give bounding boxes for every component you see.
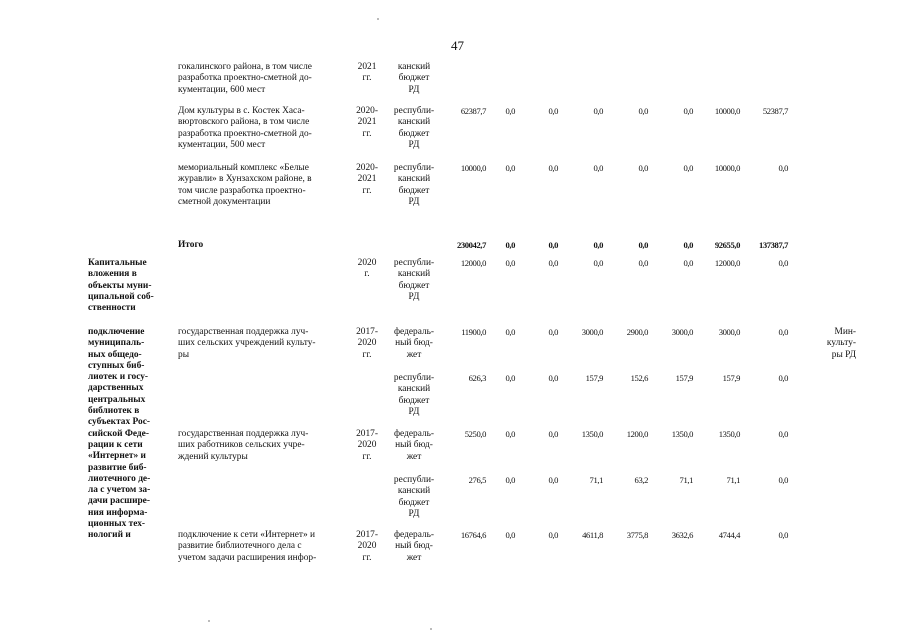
item-name: гокалинского района, в том числе разработка проектно-сметной до- кументации, 600 мест [178, 62, 312, 95]
value-2021: 0,0 [778, 258, 788, 268]
item-source: республи- канский бюджет РД [393, 373, 435, 417]
value-2018: 0,0 [638, 240, 648, 250]
page-number: 47 [451, 38, 464, 53]
value-2017: 157,9 [585, 373, 603, 383]
scan-mark [208, 620, 210, 622]
item-source: республи- канский бюджет РД [393, 163, 435, 207]
value-2020: 3000,0 [718, 327, 740, 337]
total-label: Итого [178, 240, 204, 250]
value-total: 10000,0 [460, 163, 486, 173]
item-years: 2017- 2020 гг. [356, 530, 378, 563]
item-years: 2017- 2020 гг. [356, 327, 378, 360]
value-2020: 1350,0 [718, 429, 740, 439]
value-total: 5250,0 [464, 429, 486, 439]
value-total: 16764,6 [460, 530, 486, 540]
item-years: 2017- 2020 гг. [356, 429, 378, 462]
item-source: республи- канский бюджет РД [393, 258, 435, 302]
scan-mark [377, 18, 379, 20]
value-2015: 0,0 [505, 240, 515, 250]
value-2020: 4744,4 [718, 530, 740, 540]
value-2015: 0,0 [505, 530, 515, 540]
value-2016: 0,0 [548, 327, 558, 337]
value-2017: 4611,8 [582, 530, 603, 540]
value-2018: 0,0 [638, 258, 648, 268]
value-2020: 92655,0 [714, 240, 740, 250]
section-title: Капитальные вложения в объекты муни- ципальной соб- ственности [88, 258, 154, 314]
item-name: государственная поддержка луч- ших сельских учреждений культу- ры [178, 327, 316, 360]
value-2019: 1350,0 [671, 429, 693, 439]
value-2017: 0,0 [593, 106, 603, 116]
value-total: 11900,0 [461, 327, 486, 337]
value-2017: 3000,0 [581, 327, 603, 337]
value-2020: 71,1 [726, 475, 740, 485]
value-total: 12000,0 [460, 258, 486, 268]
section-title: подключение муниципаль- ных общедо- ступных биб- лиотек и госу- дарственных центральных библиотек в субъектах Рос- сийской Феде- рации к сети «Интернет» и развитие биб- лиотечного де- ла с учетом за- дачи расшире- ния информа- ционных тех- нологий и [88, 327, 151, 541]
value-2017: 0,0 [593, 258, 603, 268]
value-2018: 1200,0 [626, 429, 648, 439]
value-2016: 0,0 [548, 163, 558, 173]
value-total: 626,3 [468, 373, 486, 383]
value-2021: 52387,7 [762, 106, 788, 116]
value-2021: 0,0 [778, 530, 788, 540]
value-2015: 0,0 [505, 258, 515, 268]
value-2017: 1350,0 [581, 429, 603, 439]
value-2019: 0,0 [683, 163, 693, 173]
value-2019: 0,0 [683, 240, 693, 250]
value-2018: 2900,0 [626, 327, 648, 337]
value-2015: 0,0 [505, 163, 515, 173]
item-source: канский бюджет РД [397, 62, 431, 95]
item-source: республи- канский бюджет РД [393, 475, 435, 519]
value-2019: 71,1 [679, 475, 693, 485]
value-2021: 137387,7 [758, 240, 788, 250]
value-2019: 0,0 [683, 258, 693, 268]
value-2018: 3775,8 [626, 530, 648, 540]
item-years: 2020- 2021 гг. [356, 163, 378, 196]
value-2018: 0,0 [638, 106, 648, 116]
value-2020: 12000,0 [714, 258, 740, 268]
item-years: 2020- 2021 гг. [356, 106, 378, 139]
value-2016: 0,0 [548, 258, 558, 268]
value-2018: 0,0 [638, 163, 648, 173]
value-2016: 0,0 [548, 106, 558, 116]
value-2019: 3632,6 [671, 530, 693, 540]
value-2015: 0,0 [505, 327, 515, 337]
value-2020: 10000,0 [714, 106, 740, 116]
value-2015: 0,0 [505, 429, 515, 439]
value-2017: 0,0 [593, 240, 603, 250]
value-2021: 0,0 [778, 475, 788, 485]
value-2020: 10000,0 [714, 163, 740, 173]
value-2021: 0,0 [778, 373, 788, 383]
value-2019: 0,0 [683, 106, 693, 116]
value-2015: 0,0 [505, 373, 515, 383]
item-name: подключение к сети «Интернет» и развитие библиотечного дела с учетом задачи расширения инфор- [178, 530, 317, 563]
value-2021: 0,0 [778, 327, 788, 337]
item-years: 2020 г. [357, 258, 377, 280]
item-source: федераль- ный бюд- жет [393, 530, 435, 563]
value-total: 62387,7 [460, 106, 486, 116]
value-2016: 0,0 [548, 429, 558, 439]
item-source: республи- канский бюджет РД [393, 106, 435, 150]
value-2016: 0,0 [548, 530, 558, 540]
item-source: федераль- ный бюд- жет [393, 327, 435, 360]
value-2021: 0,0 [778, 429, 788, 439]
value-2017: 0,0 [593, 163, 603, 173]
value-2018: 63,2 [634, 475, 648, 485]
value-2019: 157,9 [675, 373, 693, 383]
scan-mark [430, 628, 432, 630]
value-2015: 0,0 [505, 106, 515, 116]
value-total: 276,5 [468, 475, 486, 485]
value-2021: 0,0 [778, 163, 788, 173]
value-2015: 0,0 [505, 475, 515, 485]
item-name: Дом культуры в с. Костек Хаса- вюртовского района, в том числе разработка проектно-сметной до- кументации, 500 мест [178, 106, 312, 150]
value-2019: 3000,0 [671, 327, 693, 337]
item-source: федераль- ный бюд- жет [393, 429, 435, 462]
value-2020: 157,9 [722, 373, 740, 383]
value-2016: 0,0 [548, 240, 558, 250]
value-2016: 0,0 [548, 373, 558, 383]
value-2016: 0,0 [548, 475, 558, 485]
responsible-ministry: Мин- культу- ры РД [826, 327, 856, 360]
value-total: 230042,7 [456, 240, 486, 250]
item-name: государственная поддержка луч- ших работников сельских учре- ждений культуры [178, 429, 309, 462]
value-2018: 152,6 [630, 373, 648, 383]
item-years: 2021 гг. [357, 62, 377, 84]
value-2017: 71,1 [589, 475, 603, 485]
item-name: мемориальный комплекс «Белые журавли» в Хунзахском районе, в том числе разработка проектно- сметной документации [178, 163, 312, 207]
